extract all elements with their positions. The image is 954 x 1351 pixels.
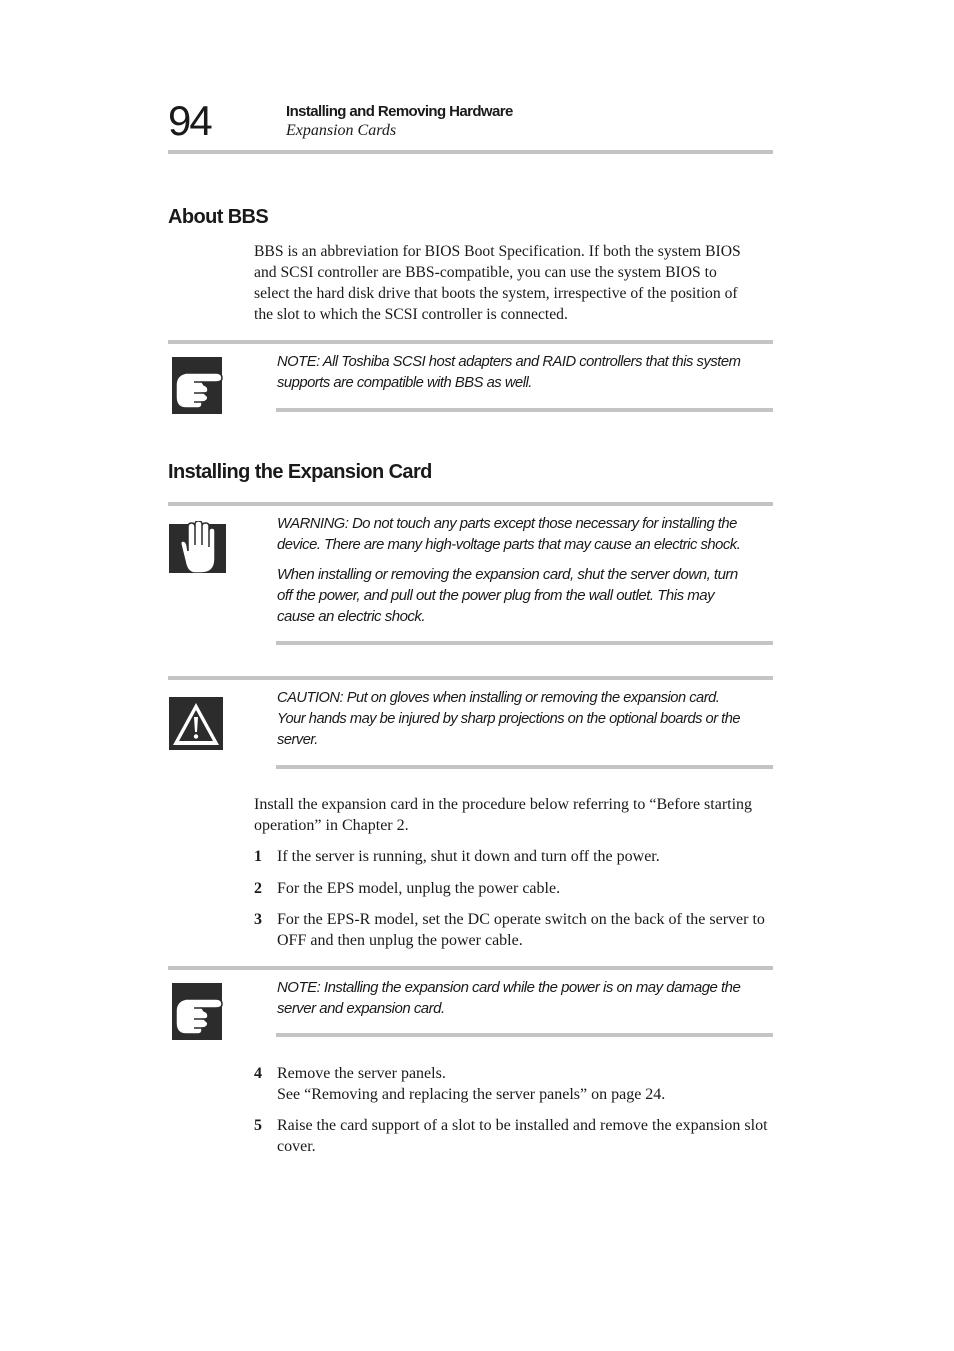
step-text (277, 909, 765, 951)
warning-top-rule (168, 502, 773, 506)
paragraph-line: BBS is an abbreviation for BIOS Boot Specification. If both the system BIOS (254, 243, 741, 260)
step-number: 4 (254, 1065, 262, 1082)
warning-text (277, 513, 740, 555)
step-number: 3 (254, 911, 262, 928)
note2-top-rule (168, 966, 773, 970)
step-text (277, 1115, 768, 1157)
installing-heading: Installing the Expansion Card (168, 461, 432, 483)
raised-hand-icon (169, 521, 226, 573)
paragraph-line: the slot to which the SCSI controller is connected. (254, 306, 568, 323)
note-line: server and expansion card. (277, 1000, 445, 1017)
caution-text (277, 687, 740, 750)
note-top-rule (168, 340, 773, 344)
step-line: If the server is running, shut it down and turn off the power. (277, 848, 660, 865)
caution-line: CAUTION: Put on gloves when installing or removing the expansion card. (277, 689, 720, 706)
step-number: 2 (254, 880, 262, 897)
warning-line: WARNING: Do not touch any parts except those necessary for installing the (277, 515, 737, 532)
warning-text-2 (277, 564, 738, 627)
intro-paragraph (254, 794, 752, 836)
step-line: OFF and then unplug the power cable. (277, 932, 523, 949)
caution-top-rule (168, 676, 773, 680)
header-rule (168, 150, 773, 154)
paragraph-line: select the hard disk drive that boots the system, irrespective of the position of (254, 285, 738, 302)
note2-bottom-rule (276, 1033, 773, 1037)
warning-line: off the power, and pull out the power plug from the wall outlet. This may (277, 587, 715, 604)
note-line: supports are compatible with BBS as well. (277, 374, 532, 391)
warning-line: device. There are many high-voltage parts that may cause an electric shock. (277, 536, 741, 553)
paragraph-line: and SCSI controller are BBS-compatible, you can use the system BIOS to (254, 264, 717, 281)
warning-line: When installing or removing the expansion card, shut the server down, turn (277, 566, 738, 583)
step-line: cover. (277, 1138, 316, 1155)
about-bbs-paragraph (254, 241, 772, 325)
note-line: NOTE: All Toshiba SCSI host adapters and RAID controllers that this system (277, 353, 741, 370)
paragraph-line: Install the expansion card in the procedure below referring to “Before starting (254, 796, 753, 813)
chapter-title: Installing and Removing Hardware (286, 103, 513, 120)
about-bbs-heading: About BBS (168, 206, 269, 228)
paragraph-line: operation” in Chapter 2. (254, 817, 409, 834)
caution-bottom-rule (276, 765, 773, 769)
pointing-hand-icon (172, 983, 224, 1040)
caution-line: Your hands may be injured by sharp projections on the optional boards or the (277, 710, 741, 727)
step-text (277, 878, 560, 899)
section-title: Expansion Cards (286, 122, 397, 139)
warning-triangle-icon (169, 697, 223, 750)
step-text (277, 1063, 665, 1105)
step-number: 1 (254, 848, 262, 865)
step-line: See “Removing and replacing the server panels” on page 24. (277, 1086, 666, 1103)
note-bottom-rule (276, 408, 773, 412)
step-number: 5 (254, 1117, 262, 1134)
warning-line: cause an electric shock. (277, 608, 426, 625)
step-text (277, 846, 660, 867)
warning-bottom-rule (276, 641, 773, 645)
note-text (277, 351, 740, 393)
note2-text (277, 977, 740, 1019)
step-line: For the EPS-R model, set the DC operate switch on the back of the server to (277, 911, 765, 928)
step-line: For the EPS model, unplug the power cable. (277, 880, 561, 897)
pointing-hand-icon (172, 357, 224, 414)
caution-line: server. (277, 731, 318, 748)
note-line: NOTE: Installing the expansion card while the power is on may damage the (277, 979, 741, 996)
step-line: Raise the card support of a slot to be installed and remove the expansion slot (277, 1117, 768, 1134)
step-line: Remove the server panels. (277, 1065, 446, 1082)
page-number: 94 (168, 97, 211, 144)
